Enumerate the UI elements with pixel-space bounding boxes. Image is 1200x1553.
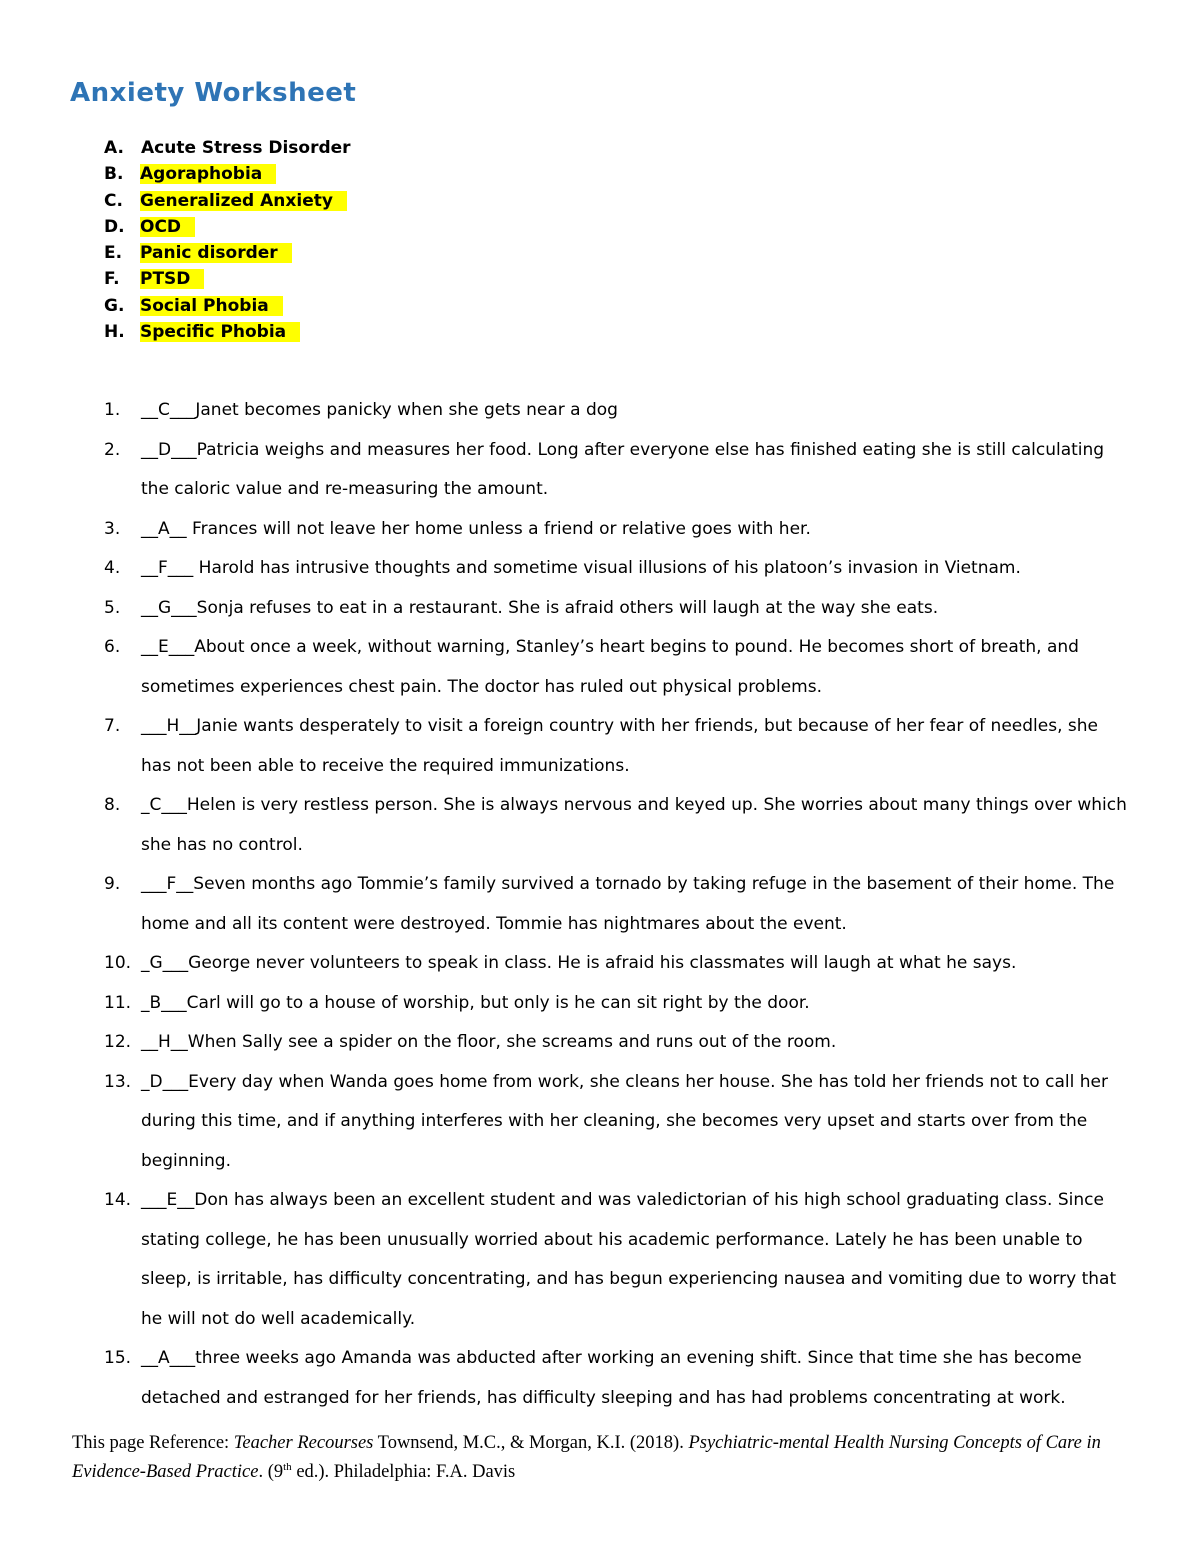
choice-letter: A. [104,138,124,158]
choice-letter: G. [104,295,125,316]
question-text: __E___About once a week, without warning, Stanley’s heart begins to pound. He becomes short of breath, and sometimes experiences chest pain. The doctor has ruled out physical problems. [141,637,1079,697]
question-number: 7. [104,716,121,737]
question-item [70,786,1128,865]
question-item [70,1023,1128,1063]
choice-letter: H. [104,322,125,343]
question-number: 4. [104,558,121,579]
question-item [70,865,1128,944]
question-number: 1. [104,400,121,421]
choice-text: Generalized Anxiety [140,191,347,211]
footer-teacher: Teacher Recourses [233,1433,374,1453]
choice-item [70,319,1128,345]
choice-text: Acute Stress Disorder [141,138,351,158]
answer-choices-list [70,135,1128,345]
footer-edition-pre: . (9 [258,1462,284,1483]
choice-item [70,161,1128,187]
question-number: 9. [104,874,121,895]
choice-letter: E. [104,243,123,264]
question-number: 13. [104,1071,132,1092]
question-text: __A__ Frances will not leave her home unless a friend or relative goes with her. [141,518,811,539]
reference-footer [72,1431,1132,1484]
question-number: 6. [104,637,121,658]
question-text: __D___Patricia weighs and measures her food. Long after everyone else has finished eating she is still calculating the caloric value and re-measuring the amount. [141,439,1105,500]
footer-prefix: This page Reference: [72,1433,234,1453]
question-text: __C___Janet becomes panicky when she gets near a dog [141,400,618,421]
footer-book-title: Psychiatric-mental Health Nursing Concepts of Care in Evidence-Based Practice [72,1433,1101,1483]
question-number: 2. [104,439,121,460]
choice-letter: F. [104,269,120,290]
question-item [70,431,1128,510]
question-number: 3. [104,518,121,539]
question-text: _C___Helen is very restless person. She is always nervous and keyed up. She worries about many things over which she has no control. [141,795,1127,855]
choice-text: OCD [140,217,195,237]
question-text: ___H__Janie wants desperately to visit a foreign country with her friends, but because of her fear of needles, she has not been able to receive the required immunizations. [141,716,1098,776]
footer-authors: Townsend, M.C., & Morgan, K.I. (2018). [373,1433,689,1453]
question-text: _D___Every day when Wanda goes home from work, she cleans her house. She has told her friends not to call her during this time, and if anything interferes with her cleaning, she becomes very upset and starts over from the beginning. [141,1071,1108,1171]
question-text: __H__When Sally see a spider on the floor, she screams and runs out of the room. [141,1032,837,1053]
question-number: 5. [104,597,121,618]
question-text: ___F__Seven months ago Tommie’s family survived a tornado by taking refuge in the basement of their home. The home and all its content were destroyed. Tommie has nightmares about the event. [141,874,1115,934]
question-text: __F___ Harold has intrusive thoughts and sometime visual illusions of his platoon’s invasion in Vietnam. [141,558,1021,579]
question-number: 12. [104,1032,132,1053]
choice-item [70,214,1128,240]
question-text: _G___George never volunteers to speak in class. He is afraid his classmates will laugh at what he says. [141,953,1017,974]
choice-item [70,188,1128,214]
choice-item [70,266,1128,292]
question-text: _B___Carl will go to a house of worship, but only is he can sit right by the door. [141,992,810,1013]
question-number: 11. [104,992,132,1013]
choice-letter: D. [104,216,125,237]
question-text: __G___Sonja refuses to eat in a restaurant. She is afraid others will laugh at the way she eats. [141,597,939,618]
question-number: 15. [104,1348,132,1369]
question-item [70,589,1128,629]
choice-item [70,240,1128,266]
question-text: ___E__Don has always been an excellent student and was valedictorian of his high school graduating class. Since stating college, he has been unusually worried about his academic performance. Lately he has been unable to sleep, is irritable, has difficulty concentrating, and has begun experiencing nausea and vomiting due to worry that he will not do well academically. [141,1190,1117,1329]
question-text: __A___three weeks ago Amanda was abducted after working an evening shift. Since that time she has become detached and estranged for her friends, has difficulty sleeping and has had problems concentrating at work. [141,1348,1082,1408]
question-item [70,1339,1128,1418]
choice-item [70,293,1128,319]
question-number: 14. [104,1190,132,1211]
question-item [70,510,1128,550]
choice-text: Social Phobia [140,296,283,316]
question-item [70,984,1128,1024]
question-item [70,707,1128,786]
question-item [70,391,1128,431]
question-item [70,1181,1128,1339]
page-title: Anxiety Worksheet [70,78,357,108]
choice-text: Panic disorder [140,243,292,263]
question-item [70,628,1128,707]
choice-text: PTSD [140,269,204,289]
questions-list [70,391,1128,1418]
choice-letter: B. [104,164,124,185]
question-number: 8. [104,795,121,816]
question-item [70,549,1128,589]
question-item [70,944,1128,984]
question-number: 10. [104,953,132,974]
choice-item [70,135,1128,161]
footer-edition-post: ed.). Philadelphia: F.A. Davis [291,1462,516,1483]
choice-letter: C. [104,190,123,211]
footer-edition-sup: th [283,1461,292,1473]
question-item [70,1063,1128,1182]
choice-text: Specific Phobia [140,322,300,342]
choice-text: Agoraphobia [140,164,276,184]
